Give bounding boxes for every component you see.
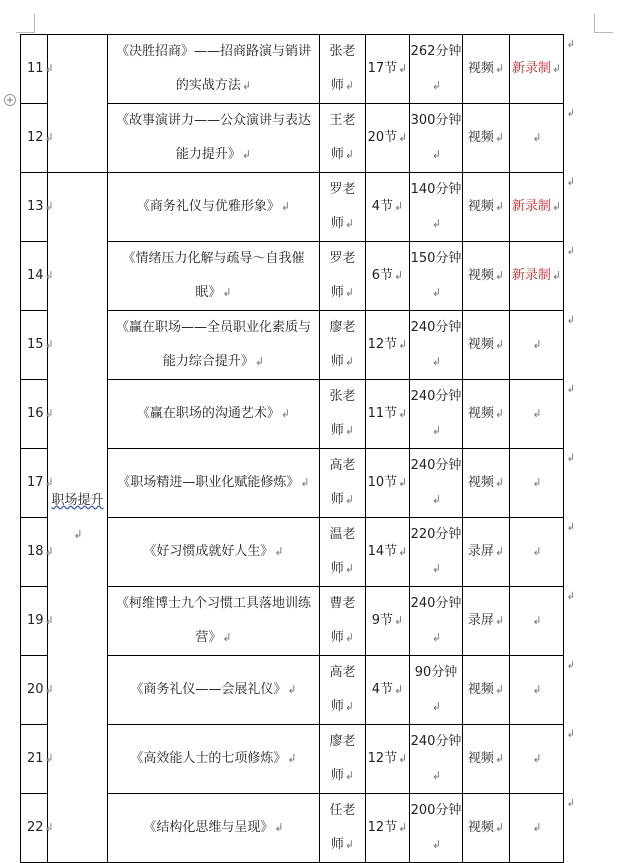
format-cell[interactable] <box>463 587 510 656</box>
duration-cell-text: 200分钟 <box>410 803 462 818</box>
paragraph-mark: ↲ <box>494 269 505 282</box>
paragraph-mark: ↲ <box>431 838 442 851</box>
row-number-cell-text: 18 <box>27 544 44 559</box>
paragraph-mark: ↲ <box>494 200 505 213</box>
teacher-cell-text: 罗老师 <box>329 182 356 231</box>
course-title-cell-text: 《决胜招商》——招商路演与销讲的实战方法 <box>116 44 312 93</box>
row-end-mark: ↲ <box>566 729 575 740</box>
paragraph-mark: ↲ <box>431 424 442 437</box>
row-number-cell[interactable] <box>21 380 54 449</box>
lessons-cell[interactable] <box>366 518 410 587</box>
paragraph-mark: ↲ <box>44 476 54 489</box>
course-table <box>20 34 575 863</box>
paragraph-mark: ↲ <box>398 752 408 765</box>
duration-cell-text: 240分钟 <box>410 389 462 404</box>
duration-cell-text: 150分钟 <box>410 251 462 266</box>
paragraph-mark: ↲ <box>344 79 355 92</box>
format-cell[interactable] <box>463 173 510 242</box>
paragraph-mark: ↲ <box>431 493 442 506</box>
duration-cell-text: 240分钟 <box>410 734 462 749</box>
status-cell[interactable] <box>510 173 575 242</box>
format-cell[interactable] <box>463 380 510 449</box>
paragraph-mark: ↲ <box>344 148 355 161</box>
paragraph-mark: ↲ <box>44 131 54 144</box>
page-corner-mark-top-right <box>594 14 613 33</box>
paragraph-mark: ↲ <box>398 62 408 75</box>
paragraph-mark: ↲ <box>494 62 505 75</box>
course-title-cell[interactable] <box>108 173 320 242</box>
format-cell-text: 视频 <box>467 61 494 76</box>
row-number-cell-text: 20 <box>27 682 44 697</box>
table-row <box>21 173 564 242</box>
lessons-cell[interactable] <box>366 173 410 242</box>
format-cell[interactable] <box>463 794 510 863</box>
paragraph-mark: ↲ <box>44 614 54 627</box>
lessons-cell[interactable] <box>366 104 410 173</box>
paragraph-mark: ↲ <box>344 631 355 644</box>
duration-cell[interactable] <box>410 656 463 725</box>
lessons-cell-text: 12节 <box>367 337 398 352</box>
duration-cell-text: 262分钟 <box>410 44 462 59</box>
lessons-cell-text: 11节 <box>367 406 398 421</box>
course-title-cell[interactable] <box>108 449 320 518</box>
lessons-cell[interactable] <box>366 587 410 656</box>
status-cell-text: 新录制 <box>511 268 551 283</box>
paragraph-mark: ↲ <box>344 838 355 851</box>
row-number-cell-text: 16 <box>27 406 44 421</box>
paragraph-mark: ↲ <box>44 200 54 213</box>
row-number-cell[interactable] <box>21 656 54 725</box>
paragraph-mark: ↲ <box>344 700 355 713</box>
paragraph-mark: ↲ <box>344 769 355 782</box>
paragraph-mark: ↲ <box>394 614 404 627</box>
lessons-cell[interactable] <box>366 656 410 725</box>
row-end-mark: ↲ <box>566 315 575 326</box>
row-end-mark: ↲ <box>566 522 575 533</box>
lessons-cell-text: 6节 <box>371 268 394 283</box>
row-number-cell[interactable] <box>21 725 54 794</box>
status-cell[interactable] <box>510 794 575 863</box>
row-number-cell[interactable] <box>21 104 54 173</box>
course-title-cell-text: 《故事演讲力——公众演讲与表达能力提升》 <box>116 113 312 162</box>
category-cell[interactable] <box>48 173 108 863</box>
lessons-cell-text: 10节 <box>367 475 398 490</box>
paragraph-mark: ↲ <box>494 821 505 834</box>
format-cell[interactable] <box>463 518 510 587</box>
format-cell-text: 视频 <box>467 751 494 766</box>
paragraph-mark: ↲ <box>280 200 291 213</box>
row-number-cell-text: 19 <box>27 613 44 628</box>
paragraph-mark: ↲ <box>241 148 252 161</box>
teacher-cell[interactable] <box>320 380 366 449</box>
course-title-cell[interactable] <box>108 725 320 794</box>
paragraph-mark: ↲ <box>494 338 505 351</box>
lessons-cell[interactable] <box>366 35 410 104</box>
teacher-cell[interactable] <box>320 725 366 794</box>
format-cell-text: 视频 <box>467 406 494 421</box>
teacher-cell[interactable] <box>320 173 366 242</box>
paragraph-mark: ↲ <box>44 269 54 282</box>
row-number-cell-text: 17 <box>27 475 44 490</box>
teacher-cell[interactable] <box>320 104 366 173</box>
paragraph-mark: ↲ <box>44 338 54 351</box>
status-cell[interactable] <box>510 587 575 656</box>
paragraph-mark: ↲ <box>398 338 408 351</box>
paragraph-mark: ↲ <box>344 493 355 506</box>
paragraph-mark: ↲ <box>398 545 408 558</box>
paragraph-mark: ↲ <box>344 562 355 575</box>
row-number-cell[interactable] <box>21 242 54 311</box>
duration-cell[interactable] <box>410 518 463 587</box>
lessons-cell-text: 4节 <box>371 682 394 697</box>
status-cell-text: 新录制 <box>511 199 551 214</box>
teacher-cell-text: 罗老师 <box>329 251 356 300</box>
lessons-cell[interactable] <box>366 242 410 311</box>
paragraph-mark: ↲ <box>44 545 54 558</box>
paragraph-mark: ↲ <box>431 79 442 92</box>
paragraph-mark: ↲ <box>532 614 542 627</box>
paragraph-mark: ↲ <box>532 683 542 696</box>
row-number-cell-text: 15 <box>27 337 44 352</box>
duration-cell[interactable] <box>410 587 463 656</box>
row-number-cell-text: 21 <box>27 751 44 766</box>
row-end-mark: ↲ <box>566 798 575 809</box>
duration-cell[interactable] <box>410 380 463 449</box>
course-title-cell-text: 《好习惯成就好人生》 <box>143 544 274 559</box>
lessons-cell-text: 17节 <box>367 61 398 76</box>
paragraph-mark: ↲ <box>494 545 505 558</box>
lessons-cell[interactable] <box>366 311 410 380</box>
status-cell[interactable] <box>510 311 575 380</box>
row-number-cell[interactable] <box>21 587 54 656</box>
paragraph-mark: ↲ <box>494 752 505 765</box>
format-cell[interactable] <box>463 311 510 380</box>
row-end-mark: ↲ <box>566 453 575 464</box>
duration-cell[interactable] <box>410 725 463 794</box>
paragraph-mark: ↲ <box>431 217 442 230</box>
paragraph-mark: ↲ <box>532 131 542 144</box>
teacher-cell-text: 曹老师 <box>329 596 356 645</box>
course-title-cell[interactable] <box>108 656 320 725</box>
paragraph-mark: ↲ <box>398 476 408 489</box>
paragraph-mark: ↲ <box>431 562 442 575</box>
paragraph-mark: ↲ <box>344 286 355 299</box>
lessons-cell-text: 9节 <box>371 613 394 628</box>
row-number-cell[interactable] <box>21 311 54 380</box>
row-number-cell-text: 12 <box>27 130 44 145</box>
paragraph-mark: ↲ <box>398 407 408 420</box>
status-cell[interactable] <box>510 449 575 518</box>
format-cell[interactable] <box>463 242 510 311</box>
lessons-cell[interactable] <box>366 449 410 518</box>
course-title-cell[interactable] <box>108 242 320 311</box>
teacher-cell-text: 高老师 <box>329 458 356 507</box>
lessons-cell-text: 4节 <box>371 199 394 214</box>
lessons-cell-text: 20节 <box>367 130 398 145</box>
paragraph-mark: ↲ <box>494 131 505 144</box>
course-title-cell[interactable] <box>108 794 320 863</box>
lessons-cell[interactable] <box>366 725 410 794</box>
paragraph-mark: ↲ <box>274 821 284 834</box>
duration-cell[interactable] <box>410 104 463 173</box>
format-cell-text: 录屏 <box>467 613 494 628</box>
row-number-cell-text: 22 <box>27 820 44 835</box>
teacher-cell[interactable] <box>320 449 366 518</box>
paragraph-mark: ↲ <box>532 545 542 558</box>
course-title-cell-text: 《商务礼仪——会展礼仪》 <box>130 682 287 697</box>
status-cell-text: 新录制 <box>511 61 551 76</box>
paragraph-mark: ↲ <box>394 269 404 282</box>
paragraph-mark: ↲ <box>551 62 562 75</box>
course-title-cell[interactable] <box>108 518 320 587</box>
lessons-cell[interactable] <box>366 380 410 449</box>
row-number-cell[interactable] <box>21 35 54 104</box>
teacher-cell-text: 廖老师 <box>329 320 356 369</box>
course-title-cell[interactable] <box>108 587 320 656</box>
paragraph-mark: ↲ <box>344 217 355 230</box>
course-title-cell-text: 《结构化思维与呈现》 <box>143 820 274 835</box>
format-cell-text: 视频 <box>467 268 494 283</box>
lessons-cell-text: 12节 <box>367 751 398 766</box>
duration-cell-text: 220分钟 <box>410 527 462 542</box>
paragraph-mark: ↲ <box>44 62 54 75</box>
row-end-mark: ↲ <box>566 384 575 395</box>
paragraph-mark: ↲ <box>44 407 54 420</box>
duration-cell[interactable] <box>410 449 463 518</box>
format-cell-text: 视频 <box>467 199 494 214</box>
duration-cell[interactable] <box>410 794 463 863</box>
status-cell[interactable] <box>510 380 575 449</box>
course-title-cell-text: 《商务礼仪与优雅形象》 <box>136 199 280 214</box>
row-end-mark: ↲ <box>566 591 575 602</box>
teacher-cell-text: 任老师 <box>329 803 356 852</box>
paragraph-mark: ↲ <box>532 476 542 489</box>
course-title-cell-text: 《职场精进—职业化赋能修炼》 <box>117 475 300 490</box>
format-cell-text: 视频 <box>467 475 494 490</box>
duration-cell-text: 90分钟 <box>414 665 458 680</box>
course-title-cell[interactable] <box>108 104 320 173</box>
course-title-cell[interactable] <box>108 380 320 449</box>
course-title-cell-text: 《情绪压力化解与疏导～自我催眠》 <box>122 251 305 300</box>
status-cell[interactable] <box>510 104 575 173</box>
paragraph-mark: ↲ <box>254 355 265 368</box>
row-number-cell[interactable] <box>21 449 54 518</box>
paragraph-mark: ↲ <box>287 683 297 696</box>
teacher-cell[interactable] <box>320 242 366 311</box>
course-title-cell-text: 《赢在职场——全员职业化素质与能力综合提升》 <box>116 320 312 369</box>
paragraph-mark: ↲ <box>73 527 83 541</box>
paragraph-mark: ↲ <box>431 700 442 713</box>
paragraph-mark: ↲ <box>532 338 542 351</box>
teacher-cell-text: 廖老师 <box>329 734 356 783</box>
duration-cell-text: 240分钟 <box>410 320 462 335</box>
teacher-cell-text: 高老师 <box>329 665 356 714</box>
paragraph-mark: ↲ <box>532 407 542 420</box>
teacher-cell[interactable] <box>320 587 366 656</box>
duration-cell[interactable] <box>410 35 463 104</box>
paragraph-mark: ↲ <box>280 407 291 420</box>
teacher-cell[interactable] <box>320 311 366 380</box>
teacher-cell-text: 张老师 <box>329 389 356 438</box>
paragraph-mark: ↲ <box>431 631 442 644</box>
teacher-cell-text: 温老师 <box>329 527 356 576</box>
duration-cell-text: 240分钟 <box>410 458 462 473</box>
paragraph-mark: ↲ <box>398 131 408 144</box>
row-number-cell[interactable] <box>21 794 54 863</box>
table-move-handle-icon[interactable]: + <box>5 95 15 106</box>
paragraph-mark: ↲ <box>44 683 54 696</box>
paragraph-mark: ↲ <box>344 355 355 368</box>
paragraph-mark: ↲ <box>494 476 505 489</box>
format-cell-text: 录屏 <box>467 544 494 559</box>
row-end-mark: ↲ <box>566 177 575 188</box>
format-cell[interactable] <box>463 725 510 794</box>
paragraph-mark: ↲ <box>44 821 54 834</box>
lessons-cell-text: 14节 <box>367 544 398 559</box>
lessons-cell[interactable] <box>366 794 410 863</box>
row-number-cell[interactable] <box>21 518 54 587</box>
course-title-cell[interactable] <box>108 35 320 104</box>
course-title-cell-text: 《高效能人士的七项修炼》 <box>130 751 287 766</box>
paragraph-mark: ↲ <box>431 286 442 299</box>
status-cell[interactable] <box>510 242 575 311</box>
paragraph-mark: ↲ <box>394 683 404 696</box>
paragraph-mark: ↲ <box>494 407 505 420</box>
teacher-cell-text: 张老师 <box>329 44 356 93</box>
duration-cell-text: 140分钟 <box>410 182 462 197</box>
duration-cell-text: 300分钟 <box>410 113 462 128</box>
course-title-cell[interactable] <box>108 311 320 380</box>
format-cell[interactable] <box>463 656 510 725</box>
format-cell-text: 视频 <box>467 130 494 145</box>
duration-cell[interactable] <box>410 311 463 380</box>
paragraph-mark: ↲ <box>494 683 505 696</box>
paragraph-mark: ↲ <box>300 476 310 489</box>
teacher-cell-text: 王老师 <box>329 113 356 162</box>
teacher-cell[interactable] <box>320 656 366 725</box>
row-number-cell-text: 11 <box>27 61 44 76</box>
paragraph-mark: ↲ <box>551 269 562 282</box>
row-end-mark: ↲ <box>566 660 575 671</box>
teacher-cell[interactable] <box>320 518 366 587</box>
category-cell-blank <box>48 35 108 173</box>
format-cell-text: 视频 <box>467 820 494 835</box>
row-number-cell-text: 14 <box>27 268 44 283</box>
paragraph-mark: ↲ <box>344 424 355 437</box>
paragraph-mark: ↲ <box>398 821 408 834</box>
row-number-cell[interactable] <box>21 173 54 242</box>
paragraph-mark: ↲ <box>287 752 297 765</box>
format-cell[interactable] <box>463 449 510 518</box>
row-end-mark: ↲ <box>566 246 575 257</box>
paragraph-mark: ↲ <box>551 200 562 213</box>
paragraph-mark: ↲ <box>431 148 442 161</box>
category-label: 职场提升 <box>51 492 104 508</box>
course-title-cell-text: 《赢在职场的沟通艺术》 <box>136 406 280 421</box>
paragraph-mark: ↲ <box>44 752 54 765</box>
paragraph-mark: ↲ <box>532 821 542 834</box>
duration-cell[interactable] <box>410 173 463 242</box>
format-cell-text: 视频 <box>467 337 494 352</box>
lessons-cell-text: 12节 <box>367 820 398 835</box>
paragraph-mark: ↲ <box>222 286 232 299</box>
row-end-mark: ↲ <box>566 108 575 119</box>
paragraph-mark: ↲ <box>532 752 542 765</box>
teacher-cell[interactable] <box>320 35 366 104</box>
course-title-cell-text: 《柯维博士九个习惯工具落地训练营》 <box>116 596 312 645</box>
format-cell[interactable] <box>463 35 510 104</box>
duration-cell[interactable] <box>410 242 463 311</box>
format-cell[interactable] <box>463 104 510 173</box>
table-row <box>21 35 564 104</box>
row-number-cell-text: 13 <box>27 199 44 214</box>
paragraph-mark: ↲ <box>222 631 232 644</box>
paragraph-mark: ↲ <box>394 200 404 213</box>
status-cell[interactable] <box>510 656 575 725</box>
format-cell-text: 视频 <box>467 682 494 697</box>
paragraph-mark: ↲ <box>431 769 442 782</box>
row-end-mark: ↲ <box>566 39 575 50</box>
page-corner-mark-top-left <box>16 14 35 33</box>
duration-cell-text: 240分钟 <box>410 596 462 611</box>
paragraph-mark: ↲ <box>241 79 252 92</box>
paragraph-mark: ↲ <box>274 545 284 558</box>
status-cell[interactable] <box>510 35 575 104</box>
teacher-cell[interactable] <box>320 794 366 863</box>
status-cell[interactable] <box>510 725 575 794</box>
status-cell[interactable] <box>510 518 575 587</box>
paragraph-mark: ↲ <box>494 614 505 627</box>
paragraph-mark: ↲ <box>431 355 442 368</box>
